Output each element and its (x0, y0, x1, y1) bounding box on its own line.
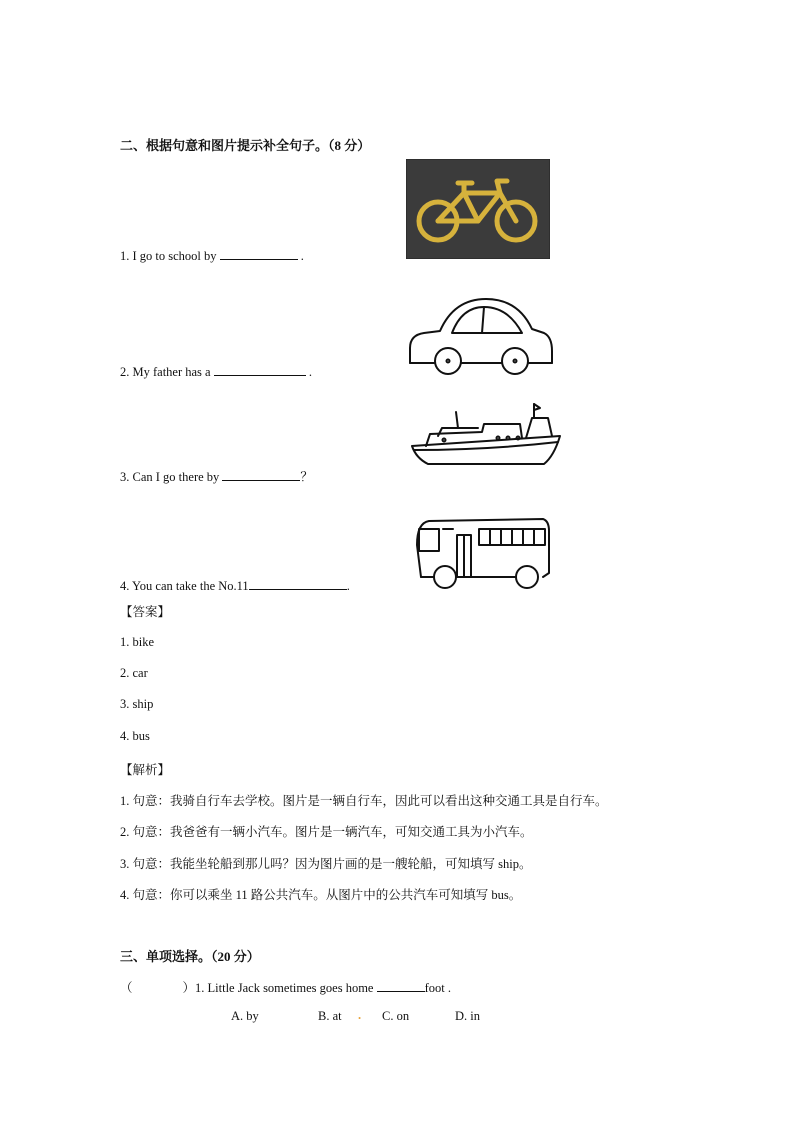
answer-heading: 【答案】 (120, 605, 171, 619)
section-2-title: 二、根据句意和图片提示补全句子。（8 分） (120, 138, 371, 153)
option-b[interactable]: B. at (318, 1009, 342, 1023)
paren-close: ） (182, 981, 196, 995)
question-2 (120, 363, 312, 380)
question-1-text: 1. I go to school by (120, 249, 220, 263)
answer-4: 4. bus (120, 729, 150, 743)
bus-image (413, 515, 551, 589)
orange-mark: . (358, 1008, 362, 1022)
answer-3: 3. ship (120, 697, 154, 711)
question-2-end: . (305, 365, 312, 379)
question-1 (120, 247, 304, 264)
question-1-end: . (297, 249, 304, 263)
bicycle-sign-image (406, 159, 550, 259)
question-3-end: ？ (300, 470, 313, 484)
option-d[interactable]: D. in (455, 1009, 480, 1023)
analysis-heading: 【解析】 (120, 763, 171, 777)
answer-blank-1[interactable] (220, 247, 298, 260)
mc-question-1-text: 1. Little Jack sometimes goes home (195, 981, 377, 995)
analysis-1: 1. 句意：我骑自行车去学校。图片是一辆自行车，因此可以看出这种交通工具是自行车。 (120, 794, 608, 808)
question-4-end: . (346, 579, 350, 593)
mc-question-1-end: foot . (424, 981, 451, 995)
answer-blank-4[interactable] (249, 577, 347, 590)
paren-open: （ (120, 981, 133, 995)
question-3-text: 3. Can I go there by (120, 470, 223, 484)
mc-blank-1[interactable] (377, 979, 425, 992)
analysis-2: 2. 句意：我爸爸有一辆小汽车。图片是一辆汽车，可知交通工具为小汽车。 (120, 825, 533, 839)
car-image (404, 293, 556, 377)
answer-1: 1. bike (120, 635, 155, 649)
answer-blank-3[interactable] (222, 468, 300, 481)
option-a[interactable]: A. by (231, 1009, 259, 1023)
question-3 (120, 467, 313, 485)
option-c[interactable]: C. on (382, 1009, 410, 1023)
question-2-text: 2. My father has a (120, 365, 214, 379)
ship-image (408, 398, 564, 468)
question-4-text: 4. You can take the No.11 (120, 579, 249, 593)
answer-2: 2. car (120, 666, 148, 680)
question-4 (120, 577, 350, 594)
section-3-title: 三、单项选择。（20 分） (120, 949, 260, 964)
mc-question-1 (120, 978, 451, 996)
answer-blank-2[interactable] (214, 363, 306, 376)
analysis-4: 4. 句意：你可以乘坐 11 路公共汽车。从图片中的公共汽车可知填写 bus。 (120, 888, 522, 902)
analysis-3: 3. 句意：我能坐轮船到那儿吗？因为图片画的是一艘轮船，可知填写 ship。 (120, 857, 532, 871)
